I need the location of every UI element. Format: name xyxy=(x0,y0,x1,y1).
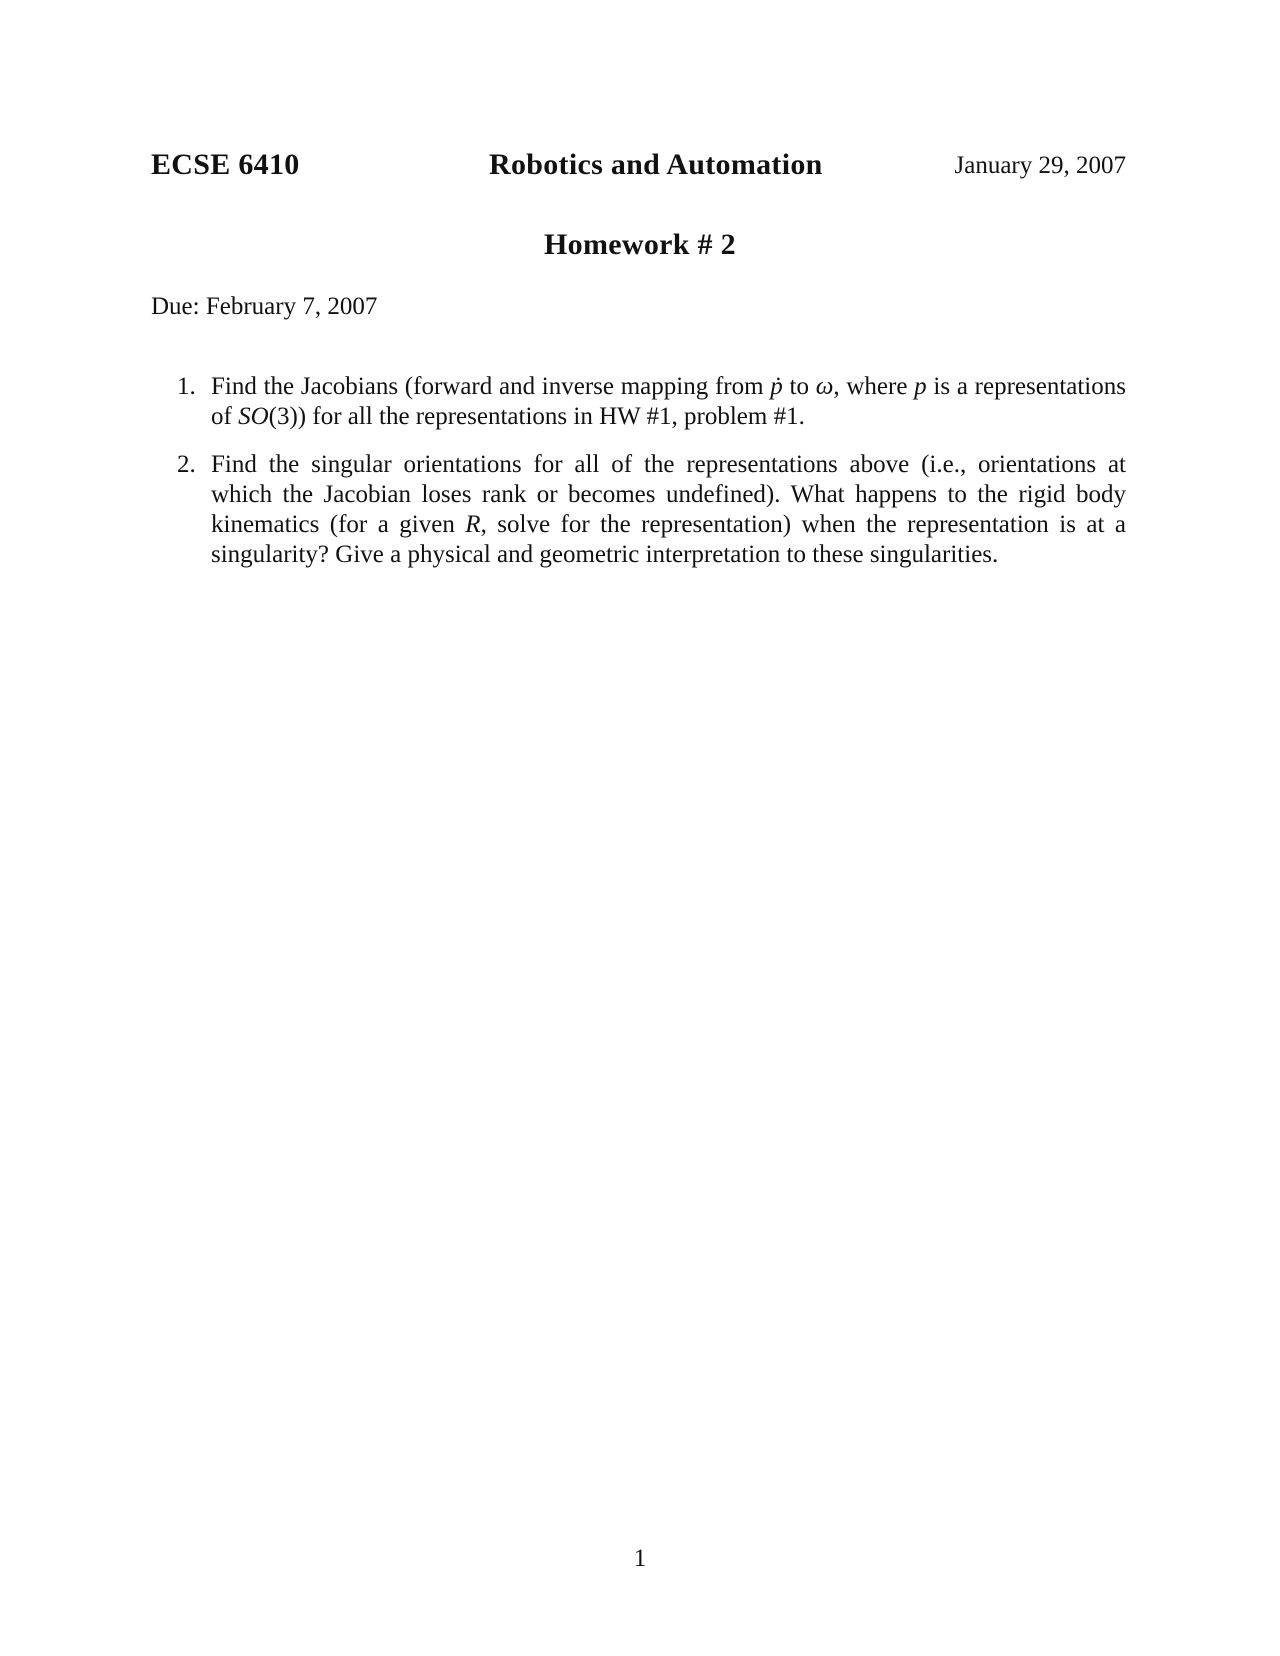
math-symbol: R xyxy=(465,511,481,538)
problem-text: is a representations of xyxy=(211,373,1126,430)
problem-text: , solve for the representation) when the representation is at a singularity? Give a physical and geometric interpretation to these singularities. xyxy=(211,511,1127,568)
problem-text: Find the Jacobians (forward and inverse mapping from xyxy=(211,373,771,400)
problem-text: Find the singular orientations for all of the representations above (i.e., orientations at which the Jacobian loses rank or becomes undefined). What happens to the rigid body kinematics (for a given xyxy=(211,451,1126,538)
math-symbol: p xyxy=(914,373,927,400)
problem-text: to xyxy=(782,373,816,400)
course-title: Robotics and Automation xyxy=(489,148,823,181)
page-number: 1 xyxy=(633,1545,647,1572)
math-symbol: ω xyxy=(815,373,834,400)
problem-number: 2. xyxy=(177,451,196,478)
page-header xyxy=(151,148,1126,192)
problem-item xyxy=(151,450,1126,570)
due-date: Due: February 7, 2007 xyxy=(151,293,378,320)
problem-list xyxy=(151,372,1126,588)
math-symbol: SO xyxy=(238,403,269,430)
problem-number: 1. xyxy=(177,373,196,400)
homework-title: Homework # 2 xyxy=(544,228,736,261)
problem-item xyxy=(151,372,1126,432)
course-code: ECSE 6410 xyxy=(151,148,300,181)
math-symbol: ṗ xyxy=(770,373,783,400)
problem-text: , where xyxy=(833,373,915,400)
problem-text: (3)) for all the representations in HW #1, problem #1. xyxy=(268,403,805,430)
header-date: January 29, 2007 xyxy=(954,152,1126,179)
